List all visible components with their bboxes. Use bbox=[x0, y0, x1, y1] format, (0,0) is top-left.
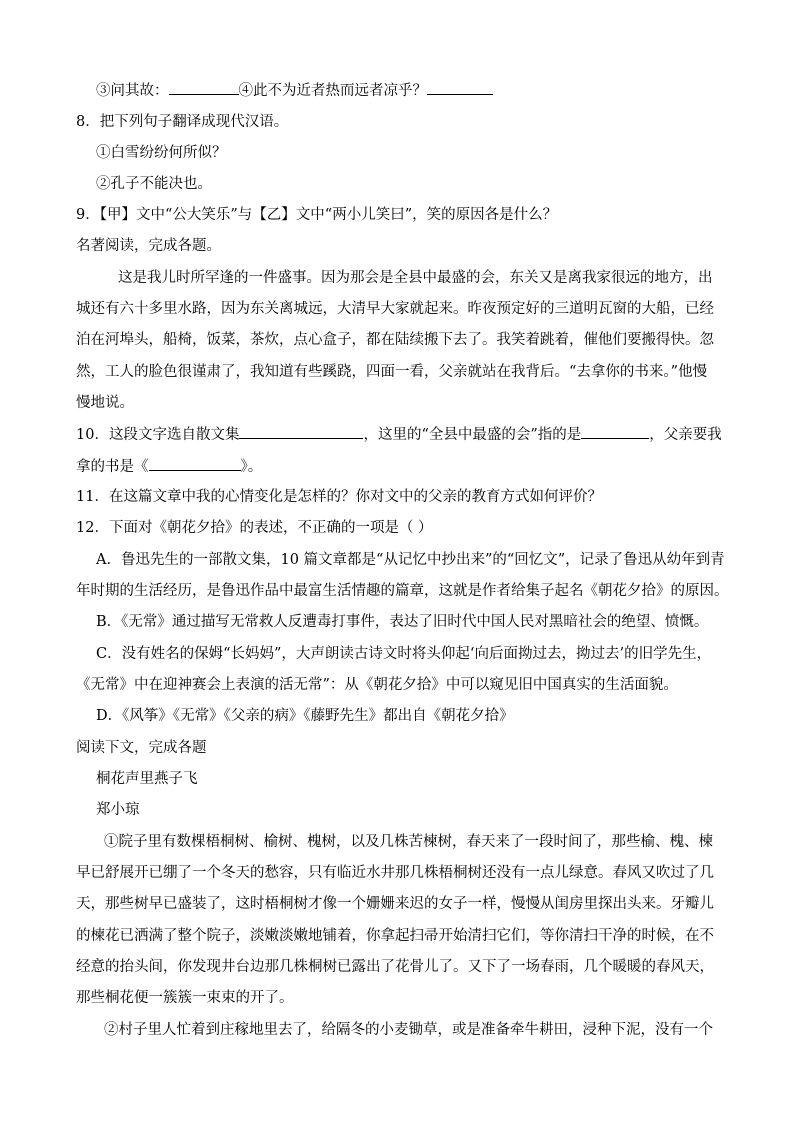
answer-blank[interactable] bbox=[581, 424, 649, 439]
answer-blank[interactable] bbox=[427, 80, 493, 95]
q10-text-4: 拿的书是《 bbox=[76, 459, 149, 475]
option-a: A．鲁迅先生的一部散文集，10 篇文章都是“从记忆中抄出来”的“回忆文”，记录了鲁迅从幼年到青 bbox=[96, 552, 725, 568]
article-title: 桐花声里燕子飞 bbox=[96, 771, 198, 787]
question-12: 12．下面对《朝花夕拾》的表述，不正确的一项是（ ） bbox=[76, 520, 433, 536]
option-c: C．没有姓名的保姆“长妈妈”，大声朗读古诗文时将头仰起‘向后面拗过去，拗过去’的旧学先生， bbox=[96, 646, 712, 662]
answer-blank[interactable] bbox=[149, 456, 241, 471]
passage-line: 城还有六十多里水路，因为东关离城远，大清早大家就起来。昨夜预定好的三道明瓦窗的大船，已经 bbox=[76, 301, 714, 317]
option-b: B．《无常》通过描写无常救人反遭毒打事件，表达了旧时代中国人民对黑暗社会的绝望、愤慨。 bbox=[96, 614, 709, 630]
q7-part3: ③问其故： bbox=[96, 83, 169, 99]
question-11: 11．在这篇文章中我的心情变化是怎样的？你对文中的父亲的教育方式如何评价？ bbox=[76, 489, 602, 505]
article-line: 的楝花已洒满了整个院子，淡嫩淡嫩地铺着，你拿起扫帚开始清扫它们，等你清扫干净的时候，在不 bbox=[76, 928, 714, 944]
question-8-item-2: ②孔子不能决也。 bbox=[96, 176, 212, 192]
question-10 bbox=[76, 424, 722, 445]
passage-line: 然，工人的脸色很谨肃了，我知道有些蹊跷，四面一看，父亲就站在我背后。“去拿你的书来。”他慢 bbox=[76, 364, 708, 380]
question-8-item-1: ①白雪纷纷何所似？ bbox=[96, 145, 227, 161]
article-paragraph-2: ②村子里人忙着到庄稼地里去了，给隔冬的小麦锄草，或是准备牵牛耕田，浸种下泥，没有一个 bbox=[104, 1022, 713, 1038]
option-c-cont: 《无常》中在迎神赛会上表演的活无常”：从《朝花夕拾》中可以窥见旧中国真实的生活面貌。 bbox=[76, 677, 678, 693]
option-d: D．《风筝》《无常》《父亲的病》《藤野先生》都出自《朝花夕拾》 bbox=[96, 708, 514, 724]
option-a-cont: 年时期的生活经历，是鲁迅作品中最富生活情趣的篇章，这就是作者给集子起名《朝花夕拾》的原因。 bbox=[76, 583, 729, 599]
question-8: 8．把下列句子翻译成现代汉语。 bbox=[76, 114, 289, 130]
question-7-line bbox=[96, 80, 493, 101]
question-9: 9．【甲】文中“公大笑乐”与【乙】文中“两小儿笑曰”，笑的原因各是什么？ bbox=[76, 207, 558, 223]
answer-blank[interactable] bbox=[169, 80, 239, 95]
passage-line: 泊在河埠头，船椅，饭菜，茶炊，点心盒子，都在陆续搬下去了。我笑着跳着，催他们要搬得快。忽 bbox=[76, 332, 714, 348]
question-10-cont bbox=[76, 456, 262, 477]
q7-part4: ④此不为近者热而远者凉乎？ bbox=[238, 83, 427, 99]
passage-line: 慢地说。 bbox=[76, 395, 134, 411]
article-line: 天，那些树早已盛装了，这时梧桐树才像一个姗姗来迟的女子一样，慢慢从闺房里探出头来。牙瓣儿 bbox=[76, 896, 714, 912]
section-heading-classics: 名著阅读，完成各题。 bbox=[76, 238, 221, 254]
q10-text-2: ，这里的“全县中最盛的会”指的是 bbox=[363, 427, 582, 443]
q10-text-1: 10．这段文字选自散文集 bbox=[76, 427, 240, 443]
article-line: 那些桐花便一簇簇一束束的开了。 bbox=[76, 990, 294, 1006]
q10-text-5: 》。 bbox=[240, 459, 263, 475]
article-paragraph-1: ①院子里有数棵梧桐树、榆树、槐树，以及几株苦楝树，春天来了一段时间了，那些榆、槐、楝 bbox=[104, 834, 713, 850]
q10-text-3: ，父亲要我 bbox=[649, 427, 722, 443]
answer-blank[interactable] bbox=[239, 424, 363, 439]
passage-line: 这是我儿时所罕逢的一件盛事。因为那会是全县中最盛的会，东关又是离我家很远的地方，出 bbox=[118, 270, 713, 286]
article-line: 经意的抬头间，你发现井台边那几株桐树已露出了花骨儿了。又下了一场春雨，几个暖暖的春风天， bbox=[76, 959, 714, 975]
article-author: 郑小琼 bbox=[96, 802, 140, 818]
article-line: 早已舒展开已绷了一个冬天的愁容，只有临近水井那几株梧桐树还没有一点儿绿意。春风又吹过了几 bbox=[76, 865, 714, 881]
section-heading-reading: 阅读下文，完成各题 bbox=[76, 740, 207, 756]
